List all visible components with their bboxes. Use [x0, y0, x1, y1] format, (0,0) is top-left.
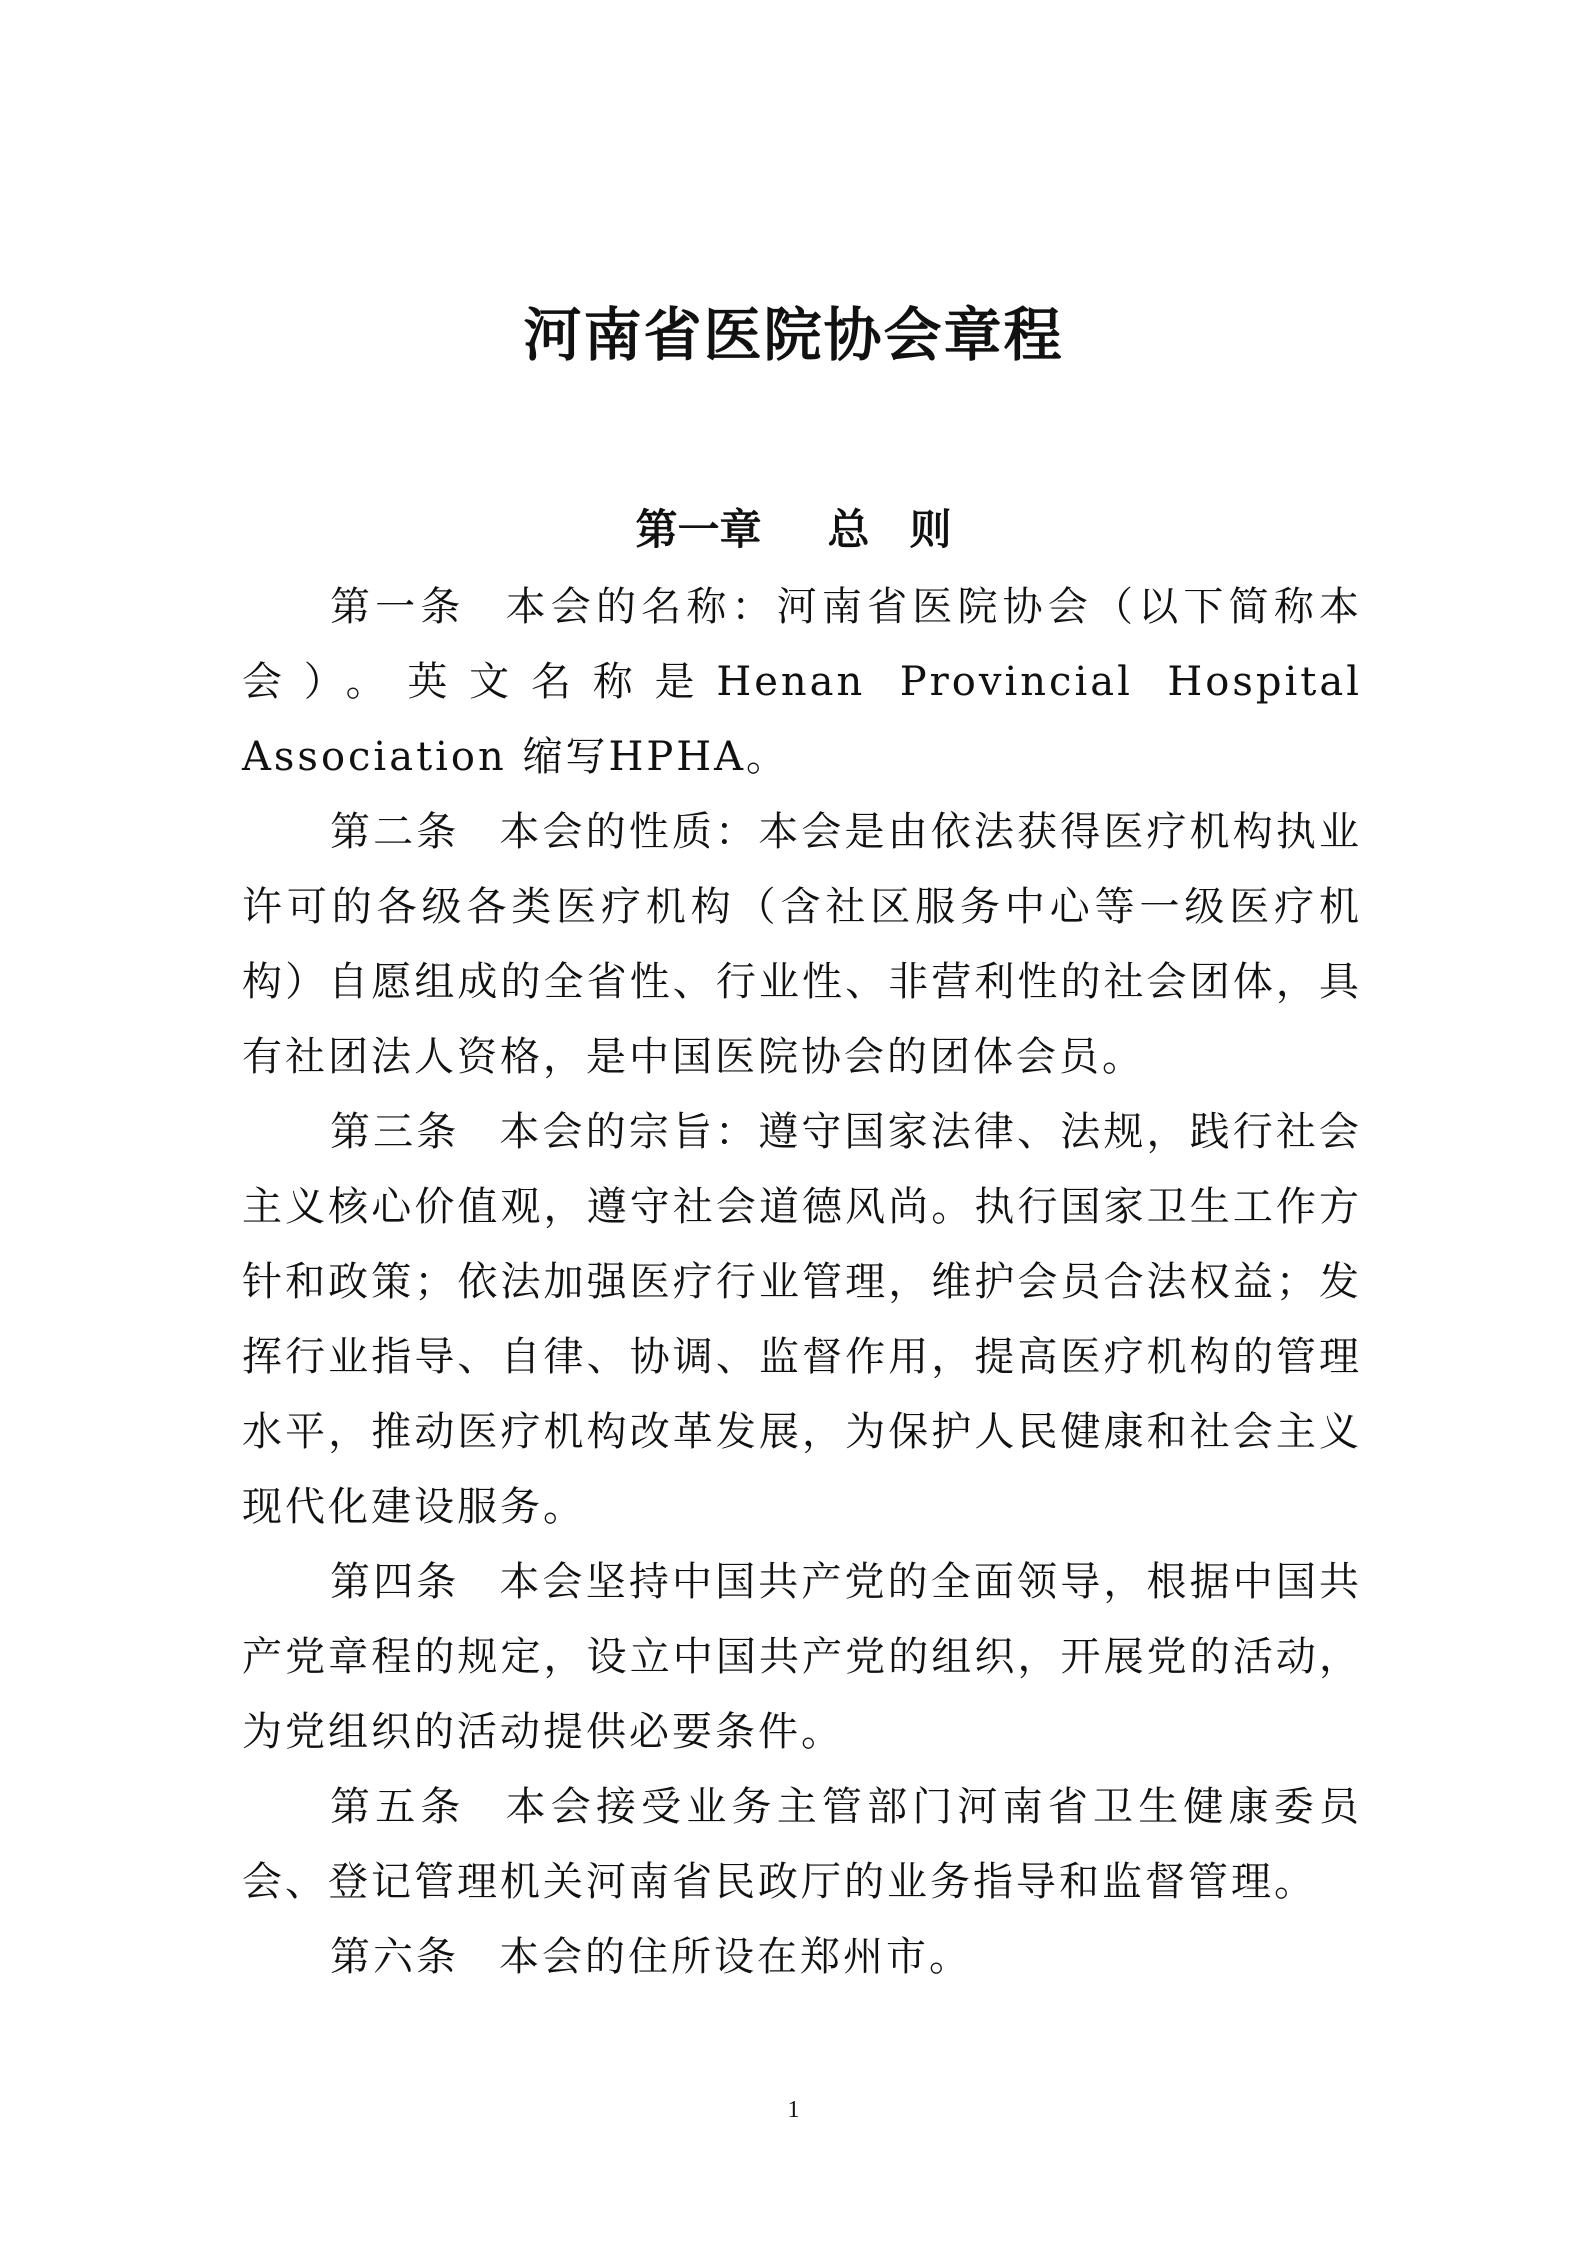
article-label: 第一条: [330, 584, 466, 630]
article-4: [242, 1545, 1362, 1770]
article-label: 第六条: [330, 1934, 459, 1980]
chapter-name-part1: 总: [827, 505, 870, 554]
article-text: 本会坚持中国共产党的全面领导，根据中国共产党章程的规定，设立中国共产党的组织，开展党的活动，为党组织的活动提供必要条件。: [242, 1559, 1363, 1755]
document-title: 河南省医院协会章程: [523, 301, 1064, 369]
article-6: [242, 1920, 1362, 1995]
article-label: 第五条: [330, 1784, 466, 1830]
article-5: [242, 1770, 1362, 1920]
article-text: 本会的住所设在郑州市。: [499, 1934, 972, 1980]
article-label: 第二条: [330, 809, 460, 855]
article-text: 本会的名称：河南省医院协会（以下简称本会）。英文名称是Henan Provincial Hospital Association 缩写HPHA。: [242, 584, 1363, 780]
article-label: 第三条: [330, 1109, 460, 1155]
article-2: [242, 795, 1362, 1095]
chapter-heading: [0, 495, 1587, 565]
article-list: [242, 570, 1362, 1995]
article-text: 本会的性质：本会是由依法获得医疗机构执业许可的各级各类医疗机构（含社区服务中心等一级医疗机构）自愿组成的全省性、行业性、非营利性的社会团体，具有社团法人资格，是中国医院协会的团体会员。: [242, 809, 1363, 1080]
article-1: [242, 570, 1362, 795]
chapter-number: 第一章: [635, 505, 762, 554]
article-label: 第四条: [330, 1559, 460, 1605]
page-number: 1: [787, 2097, 800, 2123]
chapter-name-part2: 则: [909, 505, 952, 554]
article-text: 本会的宗旨：遵守国家法律、法规，践行社会主义核心价值观，遵守社会道德风尚。执行国家卫生工作方针和政策；依法加强医疗行业管理，维护会员合法权益；发挥行业指导、自律、协调、监督作用，提高医疗机构的管理水平，推动医疗机构改革发展，为保护人民健康和社会主义现代化建设服务。: [242, 1109, 1363, 1530]
article-3: [242, 1095, 1362, 1545]
article-text: 本会接受业务主管部门河南省卫生健康委员会、登记管理机关河南省民政厅的业务指导和监督管理。: [242, 1784, 1363, 1905]
